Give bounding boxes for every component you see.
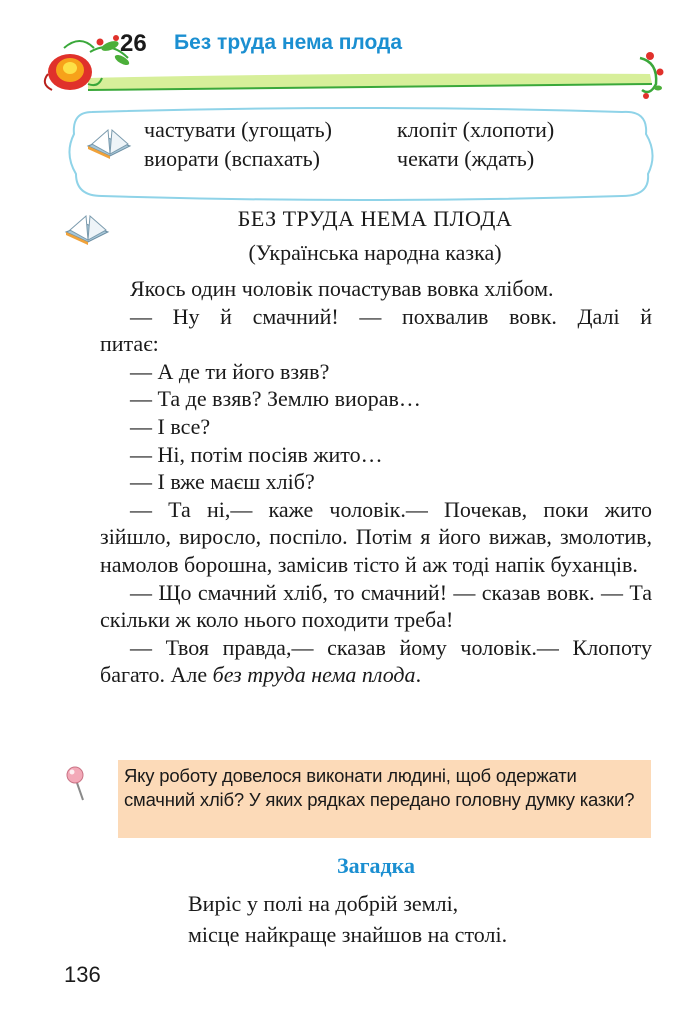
story-paragraph: — Що смачний хліб, то смачний! — сказав вовк. — Та скільки ж коло нього походити треба! [100, 579, 652, 633]
riddle-text [188, 888, 507, 950]
vocab-word: виорати (вспахать) [144, 146, 321, 171]
pushpin-icon [64, 766, 94, 802]
vocab-list [144, 115, 554, 173]
story-paragraph: — Та ні,— каже чоловік.— Почекав, поки жито зійшло, виросло, поспіло. Потім я його вижав, змолотив, намолов борошна, замісив тісто й аж тоді напік буханців. [100, 496, 652, 577]
question-text: Яку роботу довелося виконати людині, щоб одержати смачний хліб? У яких рядках передано головну думку казки? [124, 765, 635, 810]
story-paragraph: — Ну й смачний! — похвалив вовк. Далі й [130, 303, 652, 329]
vocab-row [144, 144, 554, 173]
lesson-title: Без труда нема плода [174, 31, 403, 54]
story-paragraph: — Ні, потім посіяв жито… [130, 441, 383, 467]
lesson-number: 26 [120, 30, 147, 57]
story-paragraph: — І вже маєш хліб? [130, 469, 315, 495]
story-subtitle: (Українська народна казка) [248, 240, 502, 265]
vocab-word: клопіт (хлопоти) [397, 117, 555, 142]
riddle-title: Загадка [336, 853, 416, 878]
vocab-word: чекати (ждать) [397, 146, 535, 171]
vocab-word: частувати (угощать) [144, 117, 333, 142]
story-paragraph: Якось один чоловік почастував вовка хлібом. [130, 276, 554, 301]
story-paragraph: — А де ти його взяв? [130, 358, 330, 384]
book-icon [86, 124, 132, 160]
story-text [100, 275, 652, 689]
page-number: 136 [64, 962, 101, 987]
story-paragraph: — Та де взяв? Землю виорав… [130, 386, 421, 412]
story-title: БЕЗ ТРУДА НЕМА ПЛОДА [237, 206, 513, 231]
story-moral: без труда нема плода [212, 662, 416, 688]
vocab-row [144, 115, 554, 144]
story-text-segment: — Твоя правда,— сказав йому чоловік.— Клопоту багато. Але [100, 634, 652, 688]
riddle-line: місце найкраще знайшов на столі. [188, 922, 508, 947]
story-paragraph-last [100, 634, 652, 689]
story-text-segment: . [415, 662, 422, 688]
riddle-line: Виріс у полі на добрій землі, [188, 891, 459, 916]
story-paragraph: питає: [100, 331, 159, 357]
story-paragraph: — І все? [130, 413, 211, 439]
